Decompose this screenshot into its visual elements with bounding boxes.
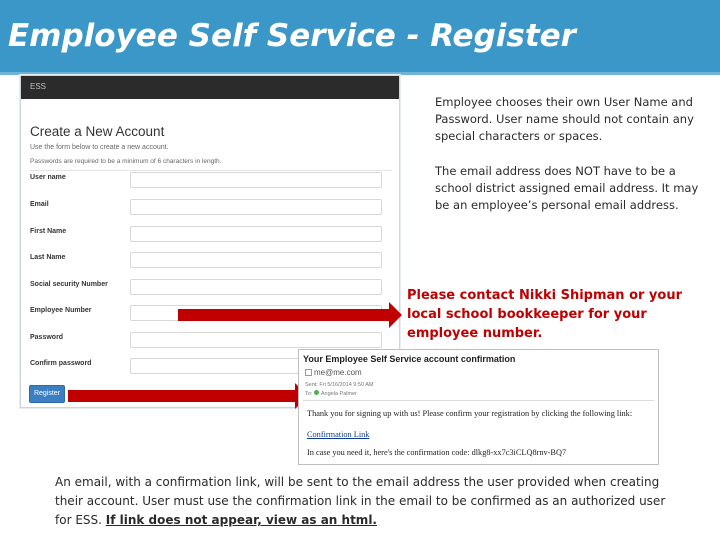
slide-title: Employee Self Service - Register [8,18,576,54]
to-label: To: [305,391,313,397]
email-sent-row [305,382,374,388]
ess-navbar [21,76,399,99]
password-input[interactable] [130,332,382,348]
email-from [305,368,362,377]
title-bar [0,0,720,75]
footer-text: An email, with a confirmation link, will be sent to the email address the user provided when creating their account. User must use the confirmation link in the email to be confirmed as an authorized user for ESS. [55,475,666,527]
confirmation-link[interactable]: Confirmation Link [307,430,370,439]
username-label: User name [30,174,66,181]
confirmation-email-screenshot [298,349,659,465]
last-name-label: Last Name [30,254,66,261]
first-name-label: First Name [30,228,67,235]
username-note: Employee chooses their own User Name and Password. User name should not contain any special characters or spaces. [435,95,694,143]
create-account-subheading: Use the form below to create a new account. [30,144,169,151]
create-account-heading: Create a New Account [30,124,165,139]
last-name-input[interactable] [130,252,382,268]
email-input[interactable] [130,199,382,215]
presence-icon [314,390,319,395]
employee-number-note: Please contact Nikki Shipman or your local school bookkeeper for your employee number. [407,288,683,341]
email-body-line1: Thank you for signing up with us! Please confirm your registration by clicking the following link: [307,409,633,418]
email-to-row [305,390,357,397]
employee-number-label: Employee Number [30,307,92,314]
arrow-to-employee-note [178,309,390,321]
password-hint: Passwords are required to be a minimum of 6 characters in length. [30,158,222,165]
password-label: Password [30,334,64,341]
arrow-to-email [68,390,296,402]
ssn-label: Social security Number [30,281,108,288]
divider [30,170,392,171]
email-from-address: me@me.com [314,368,362,377]
email-label: Email [30,201,49,208]
confirm-password-label: Confirm password [30,360,92,367]
email-divider [303,400,654,401]
to-value: Angela Palmer [320,391,357,397]
register-button[interactable]: Register [29,385,65,403]
email-note: The email address does NOT have to be a school district assigned email address. It may be an employee’s personal email address. [435,164,699,212]
sent-label: Sent: [305,382,318,388]
username-input[interactable] [130,172,382,188]
first-name-input[interactable] [130,226,382,242]
view-as-html-link[interactable]: If link does not appear, view as an html. [105,513,377,527]
email-subject: Your Employee Self Service account confirmation [303,354,516,364]
contact-card-icon [305,369,312,376]
email-body-line2: In case you need it, here's the confirmation code: dlkg8-xx7c3iCLQ8rnv-BQ7 [307,448,567,457]
sent-value: Fri 5/16/2014 9:50 AM [319,382,374,388]
ess-brand[interactable]: ESS [30,82,47,91]
footer-note [55,473,685,530]
ssn-input[interactable] [130,279,382,295]
